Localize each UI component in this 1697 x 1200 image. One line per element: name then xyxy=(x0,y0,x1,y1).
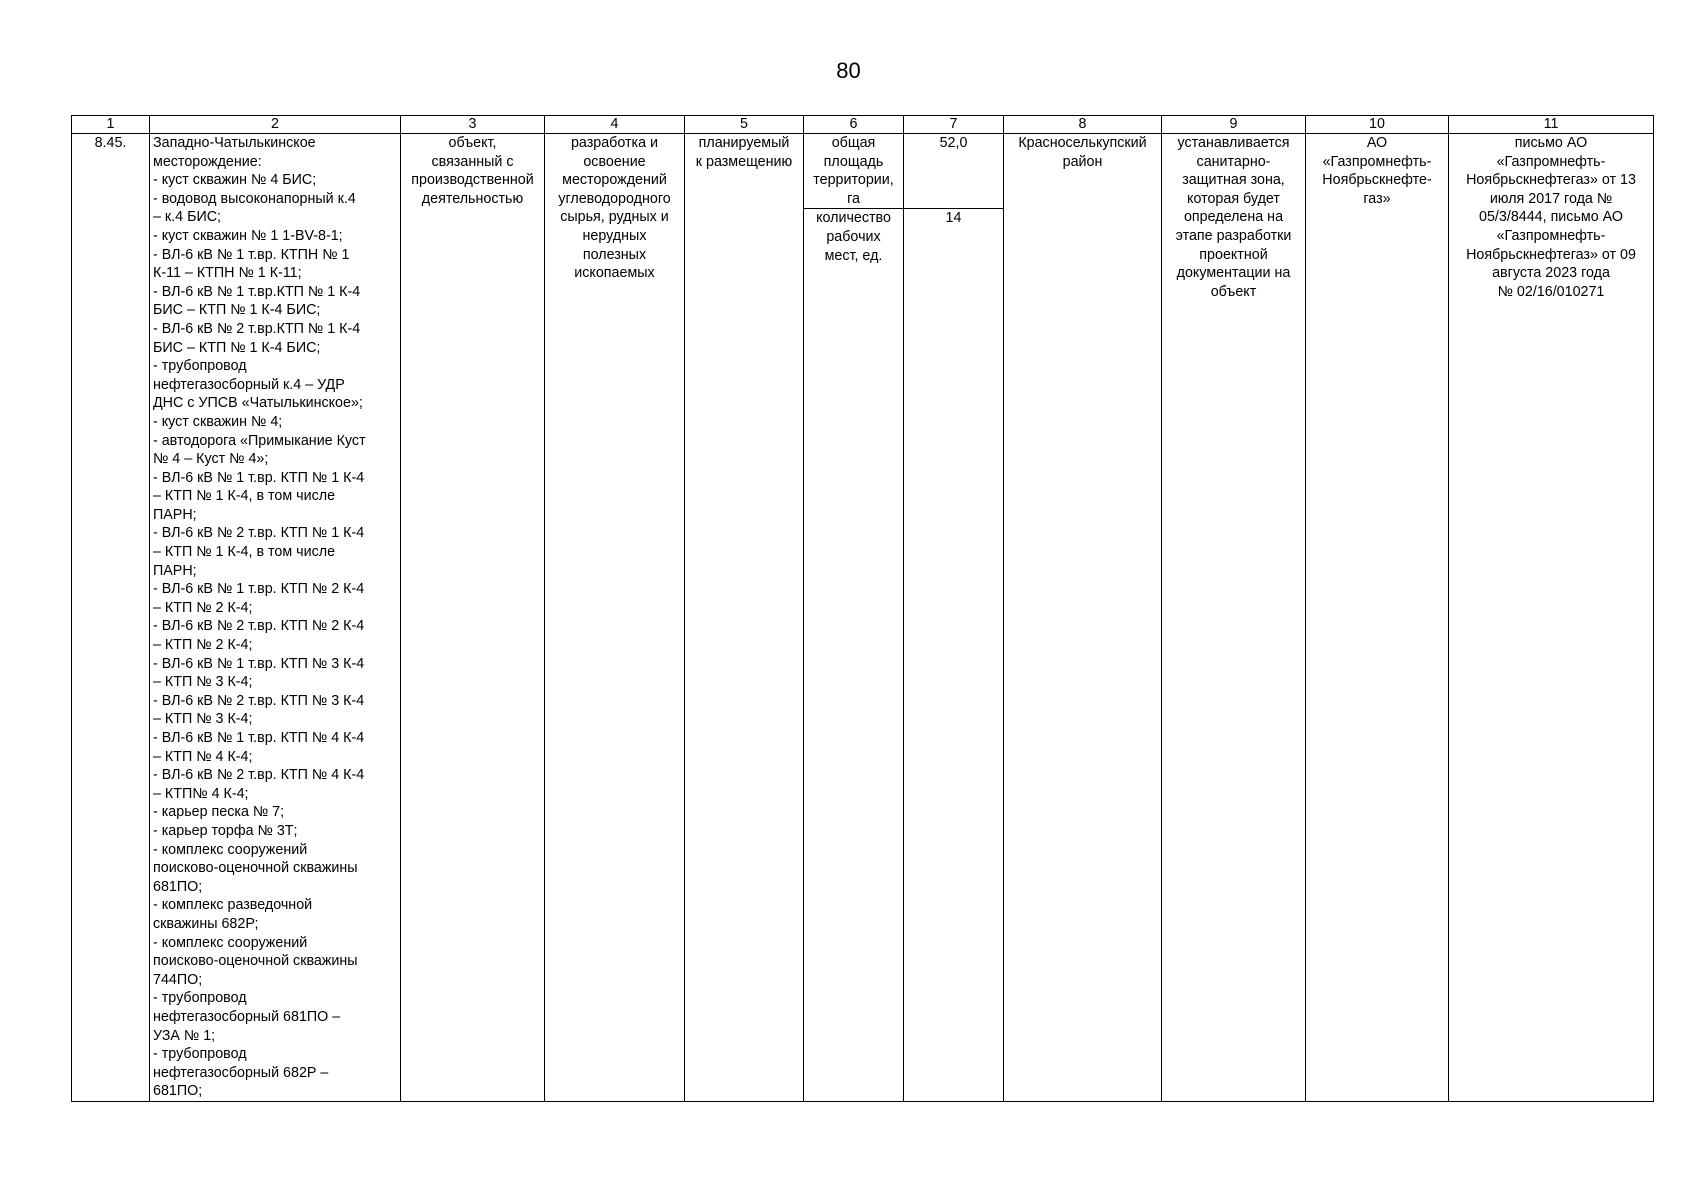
text-line: территории, xyxy=(813,172,894,189)
basis-cell xyxy=(1449,134,1654,1102)
text-line: нефтегазосборный к.4 – УДР xyxy=(153,376,345,393)
text-line: ископаемых xyxy=(574,265,655,282)
text-line: Ноябрьскнефтегаз» от 13 xyxy=(1466,172,1636,189)
text-line: производственной xyxy=(411,172,534,189)
text-line: ПАРН; xyxy=(153,506,197,523)
text-line: - трубопровод xyxy=(153,1046,247,1063)
text-line: - куст скважин № 1 1-BV-8-1; xyxy=(153,227,343,244)
text-line: – КТП № 4 К-4; xyxy=(153,748,253,765)
text-line: месторождений xyxy=(562,172,667,189)
text-line: 681ПО; xyxy=(153,878,203,895)
text-line: - ВЛ-6 кВ № 2 т.вр. КТП № 2 К-4 xyxy=(153,618,365,635)
column-number: 9 xyxy=(1162,116,1306,134)
text-line: - ВЛ-6 кВ № 2 т.вр.КТП № 1 К-4 xyxy=(153,320,361,337)
text-line: - карьер песка № 7; xyxy=(153,804,285,821)
text-line: - ВЛ-6 кВ № 2 т.вр. КТП № 3 К-4 xyxy=(153,692,365,709)
text-line: объект, xyxy=(448,135,497,151)
text-line: - автодорога «Примыкание Куст xyxy=(153,432,366,449)
text-line: объект xyxy=(1210,283,1257,300)
status-text xyxy=(688,134,800,171)
column-number: 3 xyxy=(401,116,545,134)
workplaces-label xyxy=(807,209,900,265)
column-number: 10 xyxy=(1306,116,1449,134)
text-line: - трубопровод xyxy=(153,358,247,375)
column-number: 2 xyxy=(150,116,401,134)
area-value-cell: 52,0 xyxy=(904,134,1004,209)
text-line: поисково-оценочной скважины xyxy=(153,860,358,877)
text-line: месторождение: xyxy=(153,153,262,170)
workplaces-label-cell xyxy=(804,209,904,1102)
text-line: – КТП№ 4 К-4; xyxy=(153,785,249,802)
text-line: «Газпромнефть- xyxy=(1496,227,1606,244)
text-line: БИС – КТП № 1 К-4 БИС; xyxy=(153,302,321,319)
text-line: защитная зона, xyxy=(1182,172,1285,189)
column-number: 11 xyxy=(1449,116,1654,134)
text-line: - ВЛ-6 кВ № 2 т.вр. КТП № 1 К-4 xyxy=(153,525,365,542)
column-number-row xyxy=(72,116,1654,134)
text-line: разработка и xyxy=(570,135,659,151)
text-line: № 4 – Куст № 4»; xyxy=(153,451,269,468)
location-text xyxy=(1007,134,1158,171)
text-line: августа 2023 года xyxy=(1492,265,1610,282)
text-line: связанный с xyxy=(431,153,514,170)
text-line: – к.4 БИС; xyxy=(153,209,222,226)
text-line: освоение xyxy=(583,153,646,170)
row-number: 8.45. xyxy=(72,134,150,1102)
text-line: БИС – КТП № 1 К-4 БИС; xyxy=(153,339,321,356)
text-line: - трубопровод xyxy=(153,990,247,1007)
text-line: – КТП № 1 К-4, в том числе xyxy=(153,544,336,561)
text-line: газ» xyxy=(1363,190,1391,207)
text-line: - ВЛ-6 кВ № 1 т.вр. КТП № 3 К-4 xyxy=(153,655,365,672)
text-line: 681ПО; xyxy=(153,1083,203,1100)
basis-text xyxy=(1452,134,1650,301)
text-line: Западно-Чатылькинское xyxy=(153,135,316,151)
area-label-cell xyxy=(804,134,904,209)
text-line: Красноселькупский xyxy=(1018,135,1147,151)
text-line: 744ПО; xyxy=(153,971,203,988)
text-line: - ВЛ-6 кВ № 1 т.вр. КТП № 4 К-4 xyxy=(153,730,365,746)
text-line: - ВЛ-6 кВ № 1 т.вр. КТП № 2 К-4 xyxy=(153,581,365,598)
text-line: площадь xyxy=(823,153,884,170)
text-line: – КТП № 1 К-4, в том числе xyxy=(153,488,336,505)
text-line: – КТП № 3 К-4; xyxy=(153,711,253,728)
text-line: 05/3/8444, письмо АО xyxy=(1479,209,1623,226)
owner-text xyxy=(1309,134,1445,208)
text-line: - ВЛ-6 кВ № 1 т.вр.КТП № 1 К-4 xyxy=(153,283,361,300)
object-name-list xyxy=(153,134,397,1101)
text-line: июля 2017 года № xyxy=(1489,190,1613,207)
text-line: ДНС с УПСВ «Чатылькинское»; xyxy=(153,395,363,412)
text-line: скважины 682Р; xyxy=(153,915,259,932)
text-line: поисково-оценочной скважины xyxy=(153,953,358,970)
text-line: нефтегазосборный 682Р – xyxy=(153,1064,329,1081)
purpose-cell xyxy=(545,134,685,1102)
text-line: мест, ед. xyxy=(824,247,883,264)
purpose-text xyxy=(548,134,681,283)
text-line: письмо АО xyxy=(1514,135,1588,151)
text-line: деятельностью xyxy=(421,190,524,207)
table-row xyxy=(72,134,1654,209)
text-line: - комплекс сооружений xyxy=(153,841,308,858)
text-line: АО xyxy=(1366,135,1388,151)
text-line: нерудных xyxy=(582,227,647,244)
text-line: этапе разработки xyxy=(1175,227,1292,244)
location-cell xyxy=(1004,134,1162,1102)
column-number: 8 xyxy=(1004,116,1162,134)
column-number: 6 xyxy=(804,116,904,134)
column-number: 4 xyxy=(545,116,685,134)
text-line: «Газпромнефть- xyxy=(1496,153,1606,170)
text-line: количество xyxy=(816,210,891,227)
text-line: № 02/16/010271 xyxy=(1497,283,1605,300)
text-line: проектной xyxy=(1199,246,1268,263)
text-line: санитарно- xyxy=(1196,153,1271,170)
text-line: к размещению xyxy=(695,153,793,170)
zone-text xyxy=(1165,134,1302,301)
page-number: 80 xyxy=(836,58,861,83)
text-line: - куст скважин № 4 БИС; xyxy=(153,172,317,189)
column-number: 7 xyxy=(904,116,1004,134)
text-line: нефтегазосборный 681ПО – xyxy=(153,1008,341,1025)
text-line: Ноябрьскнефтегаз» от 09 xyxy=(1466,246,1636,263)
text-line: планируемый xyxy=(698,135,790,151)
text-line: ПАРН; xyxy=(153,562,197,579)
text-line: – КТП № 3 К-4; xyxy=(153,674,253,691)
text-line: га xyxy=(847,190,860,207)
text-line: рабочих xyxy=(826,228,881,245)
text-line: сырья, рудных и xyxy=(560,209,669,226)
column-number: 5 xyxy=(685,116,804,134)
text-line: - карьер торфа № 3Т; xyxy=(153,822,298,839)
object-type-text xyxy=(404,134,541,208)
text-line: - ВЛ-6 кВ № 1 т.вр. КТП № 1 К-4 xyxy=(153,469,365,486)
object-name-cell xyxy=(150,134,401,1102)
text-line: - комплекс разведочной xyxy=(153,897,313,914)
text-line: – КТП № 2 К-4; xyxy=(153,599,253,616)
text-line: - ВЛ-6 кВ № 1 т.вр. КТПН № 1 xyxy=(153,246,350,263)
text-line: «Газпромнефть- xyxy=(1322,153,1432,170)
status-cell xyxy=(685,134,804,1102)
object-type-cell xyxy=(401,134,545,1102)
text-line: полезных xyxy=(582,246,647,263)
text-line: К-11 – КТПН № 1 К-11; xyxy=(153,265,302,282)
zone-cell xyxy=(1162,134,1306,1102)
text-line: район xyxy=(1062,153,1103,170)
owner-cell xyxy=(1306,134,1449,1102)
text-line: - куст скважин № 4; xyxy=(153,413,283,430)
text-line: - водовод высоконапорный к.4 xyxy=(153,190,356,207)
text-line: Ноябрьскнефте- xyxy=(1322,172,1432,189)
text-line: определена на xyxy=(1183,209,1284,226)
text-line: углеводородного xyxy=(558,190,671,207)
column-number: 1 xyxy=(72,116,150,134)
data-table xyxy=(71,115,1654,1102)
workplaces-value-cell: 14 xyxy=(904,209,1004,1102)
text-line: - комплекс сооружений xyxy=(153,934,308,951)
text-line: – КТП № 2 К-4; xyxy=(153,637,253,654)
text-line: - ВЛ-6 кВ № 2 т.вр. КТП № 4 К-4 xyxy=(153,767,365,784)
text-line: общая xyxy=(831,135,876,151)
area-label xyxy=(807,134,900,208)
text-line: которая будет xyxy=(1187,190,1280,207)
text-line: УЗА № 1; xyxy=(153,1027,216,1044)
text-line: устанавливается xyxy=(1177,135,1290,151)
text-line: документации на xyxy=(1176,265,1291,282)
